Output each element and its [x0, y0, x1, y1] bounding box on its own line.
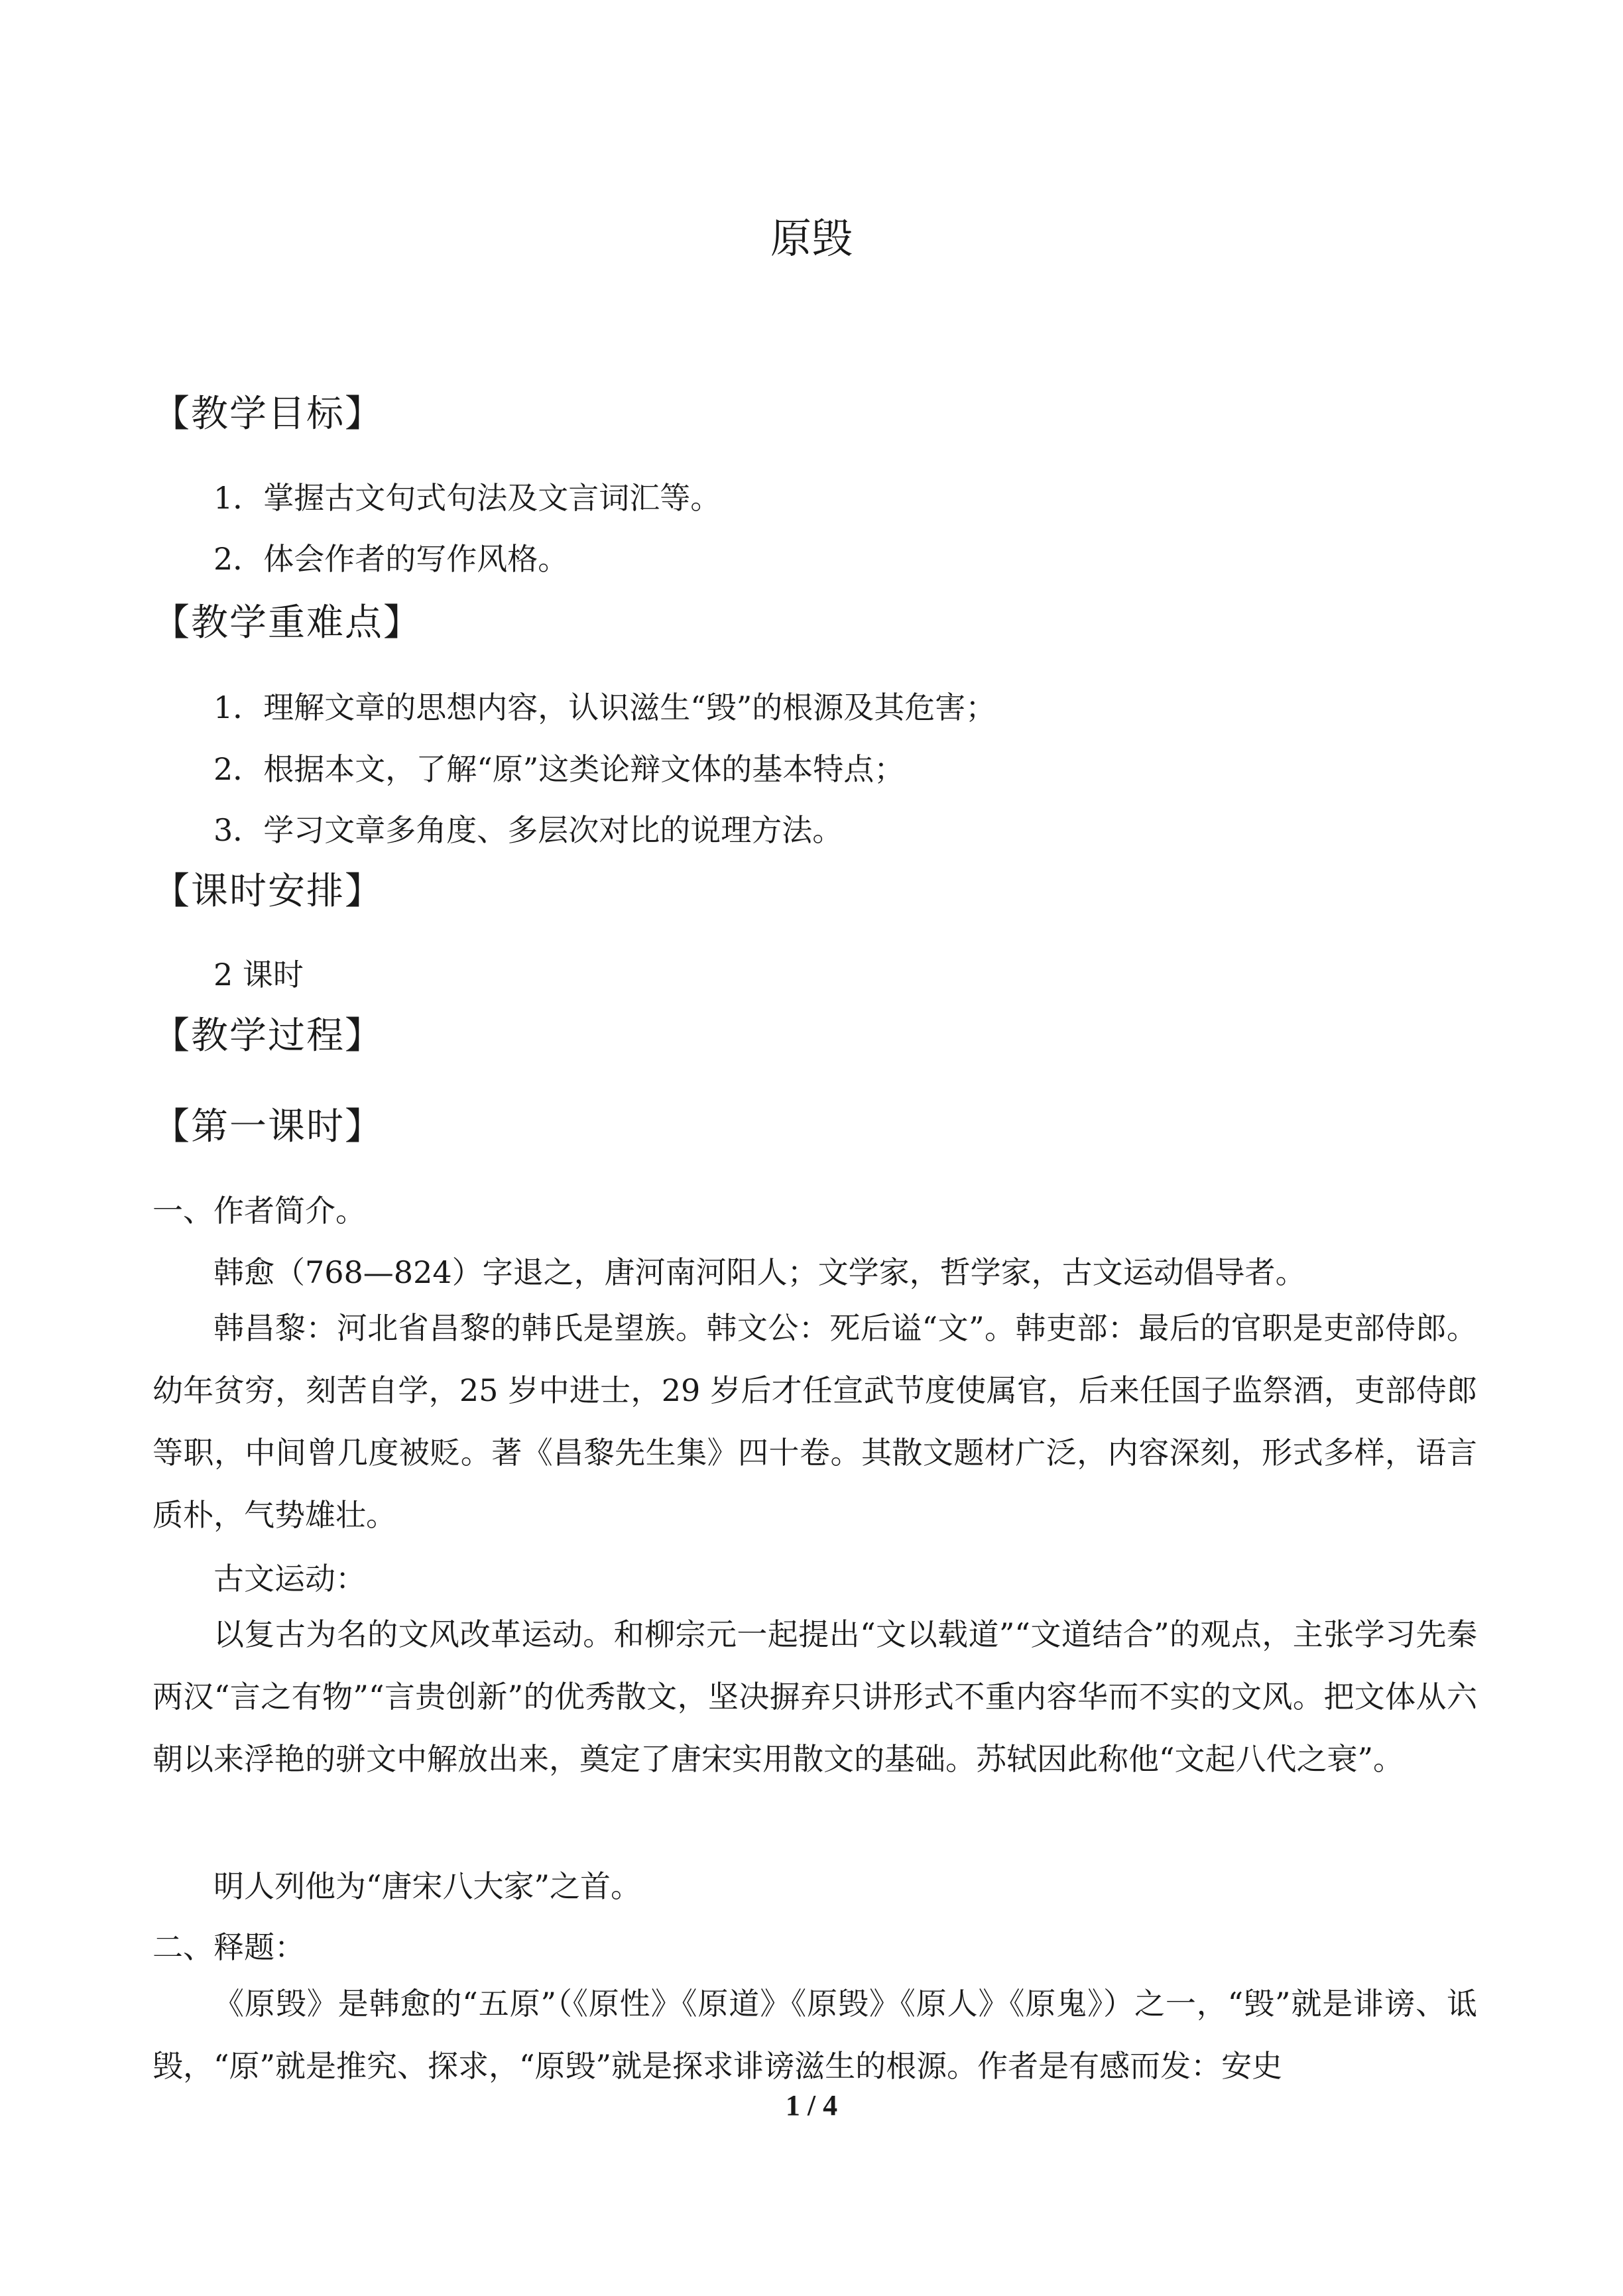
heading-key-points: 【教学重难点】 [152, 601, 422, 644]
title-explanation-heading: 二、释题： [152, 1929, 305, 1965]
movement-paragraph: 以复古为名的文风改革运动。和柳宗元一起提出“文以载道”“文道结合”的观点，主张学习先秦两汉“言之有物”“言贵创新”的优秀散文，坚决摒弃只讲形式不重内容华而不实的文风。把文体从六朝以来浮艳的骈文中解放出来，奠定了唐宋实用散文的基础。苏轼因此称他“文起八代之衰”。 [152, 1616, 1477, 1777]
key-point-item-2: 2．根据本文，了解“原”这类论辩文体的基本特点； [213, 751, 905, 787]
ming-line: 明人列他为“唐宋八大家”之首。 [213, 1868, 642, 1904]
heading-lesson-1: 【第一课时】 [152, 1105, 383, 1148]
schedule-text: 2 课时 [213, 957, 304, 993]
author-paragraph: 韩昌黎：河北省昌黎的韩氏是望族。韩文公：死后谥“文”。韩吏部：最后的官职是吏部侍郎。幼年贫穷，刻苦自学，25 岁中进士，29 岁后才任宣武节度使属官，后来任国子监祭酒，吏部侍郎等职，中间曾几度被贬。著《昌黎先生集》四十卷。其散文题材广泛，内容深刻，形式多样，语言质朴，气势雄壮。 [152, 1310, 1477, 1533]
heading-goals: 【教学目标】 [152, 393, 383, 436]
key-point-item-3: 3．学习文章多角度、多层次对比的说理方法。 [213, 812, 843, 848]
movement-label: 古文运动： [213, 1561, 366, 1597]
title-explanation-paragraph: 《原毁》是韩愈的“五原”（《原性》《原道》《原毁》《原人》《原鬼》）之一，“毁”就是诽谤、诋毁，“原”就是推究、探求，“原毁”就是探求诽谤滋生的根源。作者是有感而发：安史 [152, 1986, 1477, 2084]
goal-item-2: 2．体会作者的写作风格。 [213, 541, 569, 577]
key-point-item-1: 1．理解文章的思想内容，认识滋生“毁”的根源及其危害； [213, 690, 996, 725]
heading-schedule: 【课时安排】 [152, 870, 383, 913]
heading-process: 【教学过程】 [152, 1014, 383, 1057]
page-number: 1 / 4 [785, 2089, 838, 2122]
author-line: 韩愈（768—824）字退之，唐河南河阳人；文学家，哲学家，古文运动倡导者。 [213, 1254, 1306, 1290]
author-heading: 一、作者简介。 [152, 1193, 366, 1229]
goal-item-1: 1．掌握古文句式句法及文言词汇等。 [213, 480, 721, 516]
page-title: 原毁 [770, 214, 853, 263]
